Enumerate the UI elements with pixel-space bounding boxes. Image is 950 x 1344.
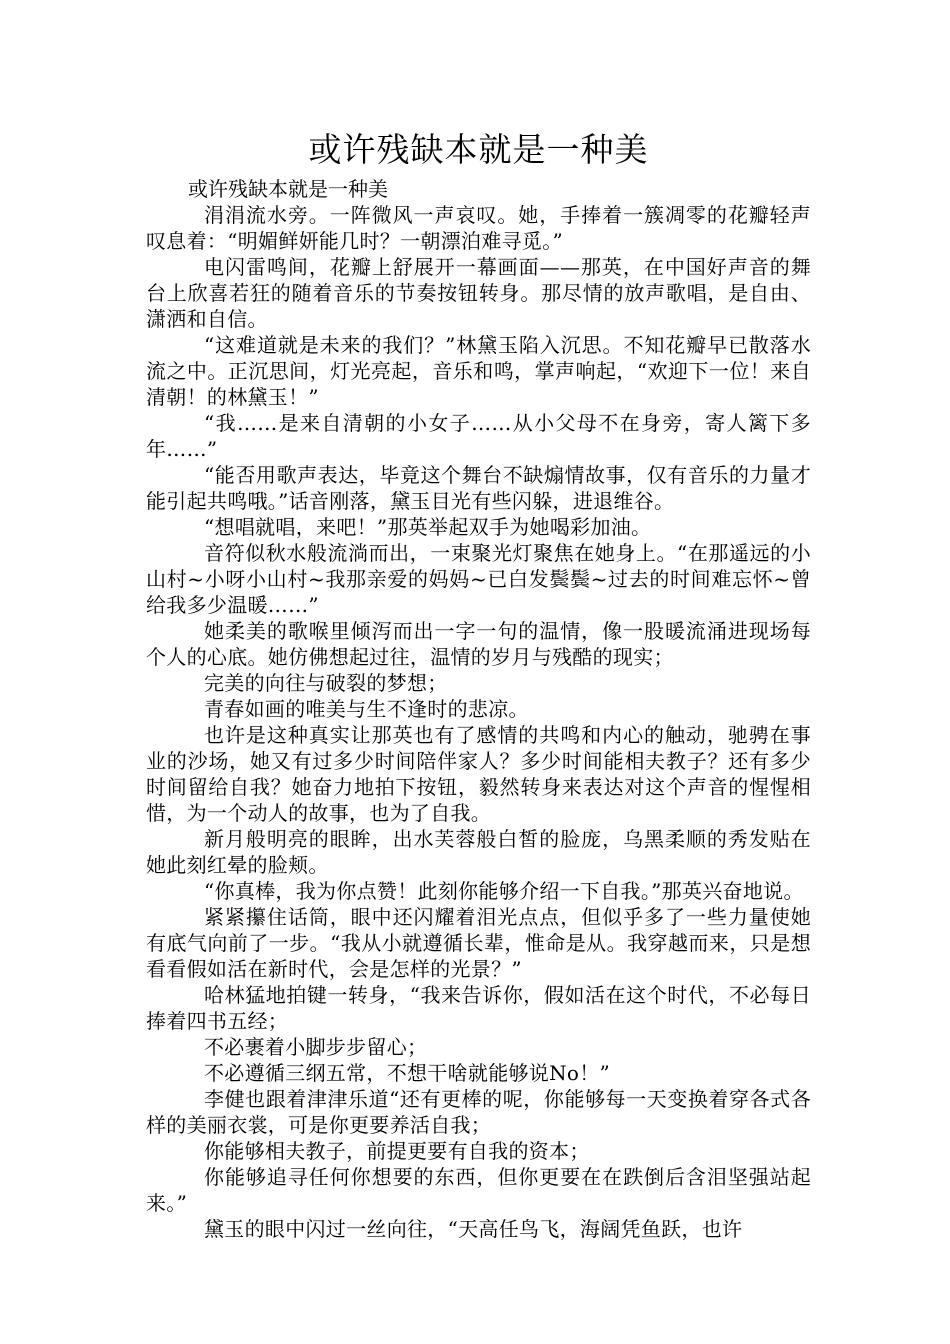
paragraph: 哈林猛地拍键一转身，“我来告诉你，假如活在这个时代，不必每日捧着四书五经； bbox=[146, 983, 811, 1033]
paragraph: “能否用歌声表达，毕竟这个舞台不缺煽情故事，仅有音乐的力量才能引起共鸣哦。”话音刚落，黛玉目光有些闪躲，进退维谷。 bbox=[146, 463, 811, 513]
paragraph: 李健也跟着津津乐道“还有更棒的呢，你能够每一天变换着穿各式各样的美丽衣裳，可是你更要养活自我； bbox=[146, 1087, 811, 1137]
paragraph: “你真棒，我为你点赞！此刻你能够介绍一下自我。”那英兴奋地说。 bbox=[204, 879, 804, 903]
paragraph: “我……是来自清朝的小女子……从小父母不在身旁，寄人篱下多年……” bbox=[146, 411, 811, 461]
paragraph: 不必裹着小脚步步留心； bbox=[204, 1035, 428, 1059]
paragraph: “这难道就是未来的我们？”林黛玉陷入沉思。不知花瓣早已散落水流之中。正沉思间，灯光亮起，音乐和鸣，掌声响起，“欢迎下一位！来自清朝！的林黛玉！” bbox=[146, 333, 811, 409]
paragraph: 涓涓流水旁。一阵微风一声哀叹。她，手捧着一簇凋零的花瓣轻声叹息着：“明媚鲜妍能几时？一朝漂泊难寻觅。” bbox=[146, 203, 811, 253]
document-page bbox=[146, 128, 811, 1242]
paragraph: 也许是这种真实让那英也有了感情的共鸣和内心的触动，驰骋在事业的沙场，她又有过多少时间陪伴家人？多少时间能相夫教子？还有多少时间留给自我？她奋力地拍下按钮，毅然转身来表达对这个声音的惺惺相惜，为一个动人的故事，也为了自我。 bbox=[146, 723, 811, 825]
paragraph: 新月般明亮的眼眸，出水芙蓉般白皙的脸庞，乌黑柔顺的秀发贴在她此刻红晕的脸颊。 bbox=[146, 827, 811, 877]
document-title: 或许残缺本就是一种美 bbox=[308, 130, 649, 169]
paragraph: 青春如画的唯美与生不逢时的悲凉。 bbox=[204, 697, 529, 721]
paragraph: 黛玉的眼中闪过一丝向往，“天高任鸟飞，海阔凭鱼跃，也许 bbox=[204, 1217, 743, 1241]
paragraph: 音符似秋水般流淌而出，一束聚光灯聚焦在她身上。“在那遥远的小山村~小呀小山村~我那亲爱的妈妈~已白发鬓鬓~过去的时间难忘怀~曾给我多少温暖……” bbox=[146, 541, 811, 617]
paragraph: 她柔美的歌喉里倾泻而出一字一句的温情，像一股暖流涌进现场每个人的心底。她仿佛想起过往，温情的岁月与残酷的现实； bbox=[146, 619, 811, 669]
paragraph: “想唱就唱，来吧！”那英举起双手为她喝彩加油。 bbox=[204, 515, 652, 539]
paragraph: 你能够相夫教子，前提更要有自我的资本； bbox=[204, 1139, 590, 1163]
paragraph: 你能够追寻任何你想要的东西，但你更要在在跌倒后含泪坚强站起来。” bbox=[146, 1165, 811, 1215]
paragraph: 完美的向往与破裂的梦想； bbox=[204, 671, 448, 695]
paragraph: 电闪雷鸣间，花瓣上舒展开一幕画面——那英，在中国好声音的舞台上欣喜若狂的随着音乐的节奏按钮转身。那尽情的放声歌唱，是自由、潇洒和自信。 bbox=[146, 255, 811, 331]
paragraph: 不必遵循三纲五常，不想干啥就能够说No！” bbox=[204, 1061, 611, 1085]
paragraph: 紧紧攥住话筒，眼中还闪耀着泪光点点，但似乎多了一些力量使她有底气向前了一步。“我从小就遵循长辈，惟命是从。我穿越而来，只是想看看假如活在新时代，会是怎样的光景？” bbox=[146, 905, 811, 981]
document-subtitle: 或许残缺本就是一种美 bbox=[188, 177, 388, 201]
